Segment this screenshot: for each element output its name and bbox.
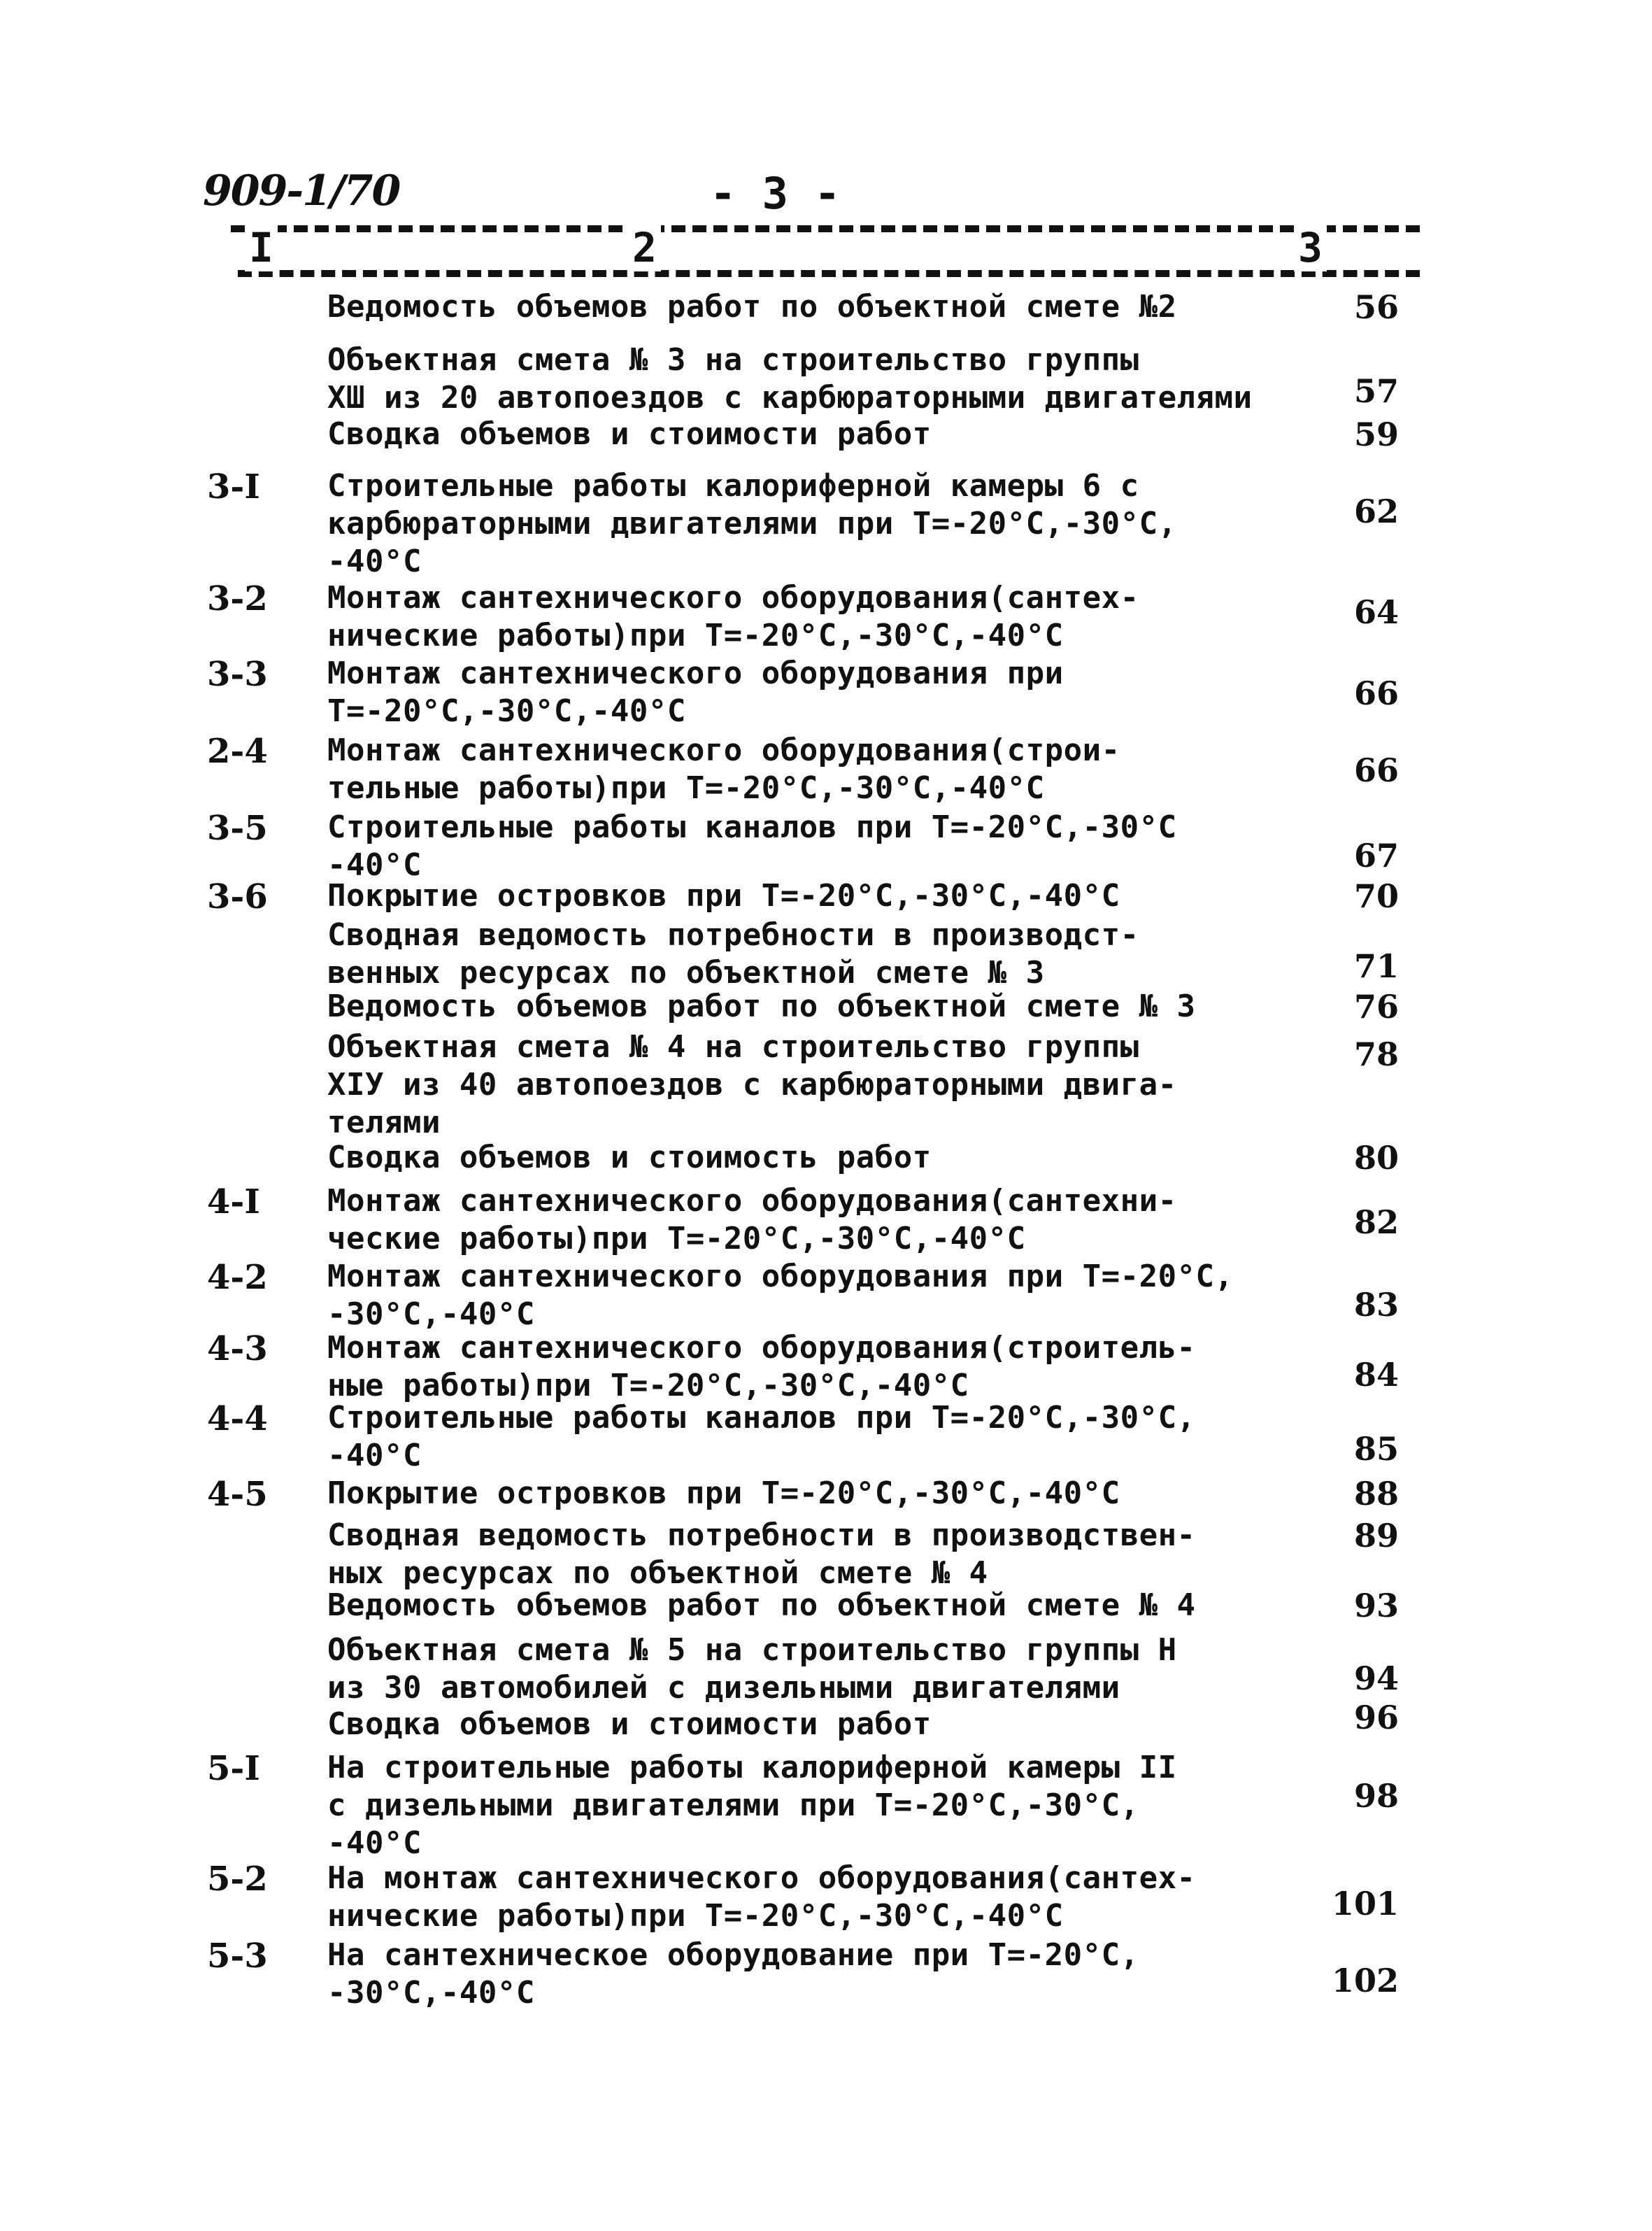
entry-page: 66: [1353, 751, 1399, 789]
document-code: 909-1/70: [203, 167, 400, 215]
entry-number: 3-6: [207, 877, 268, 916]
entry-number: 4-I: [207, 1182, 260, 1221]
entry-page: 56: [1353, 288, 1399, 326]
entry-title: Покрытие островков при Т=-20°С,-30°С,-40°С: [327, 1475, 1120, 1511]
entry-page: 62: [1353, 493, 1399, 530]
entry-page: 84: [1353, 1356, 1399, 1394]
entry-title: На строительные работы калориферной камеры II с дизельными двигателями при Т=-20°С,-30°С, -40°С: [327, 1750, 1177, 1861]
entry-title: Ведомость объемов работ по объектной смете № 4: [327, 1587, 1196, 1623]
entry-title: На сантехническое оборудование при Т=-20°С, -30°С,-40°С: [327, 1937, 1139, 2011]
entry-page: 70: [1353, 877, 1399, 915]
entry-number: 3-I: [207, 467, 260, 507]
entry-title: Монтаж сантехнического оборудования при Т=-20°С, -30°С,-40°С: [327, 1259, 1234, 1332]
entry-number: 2-4: [207, 732, 268, 771]
entry-page: 101: [1331, 1885, 1399, 1922]
column-header-number: I: [245, 224, 278, 271]
entry-page: 57: [1353, 372, 1399, 410]
header-top-rule: [231, 225, 1420, 232]
entry-title: Объектная смета № 3 на строительство группы XШ из 20 автопоездов с карбюраторными двигателями: [327, 342, 1253, 416]
column-header-title: 2: [628, 224, 661, 271]
entry-page: 64: [1353, 593, 1399, 631]
entry-title: Монтаж сантехнического оборудования(сантехни- ческие работы)при Т=-20°С,-30°С,-40°С: [327, 1183, 1177, 1256]
entry-page: 59: [1353, 416, 1399, 453]
entry-page: 78: [1353, 1035, 1399, 1073]
entry-title: Сводка объемов и стоимости работ: [327, 416, 932, 452]
entry-title: Строительные работы каналов при Т=-20°С,-30°С -40°С: [327, 809, 1177, 883]
entry-page: 94: [1353, 1659, 1399, 1697]
entry-number: 3-2: [207, 579, 268, 618]
entry-number: 5-2: [207, 1860, 268, 1899]
page-number: - 3 -: [710, 168, 841, 219]
entry-number: 4-5: [207, 1475, 268, 1514]
entry-title: Строительные работы калориферной камеры 6 с карбюраторными двигателями при Т=-20°С,-30°С, -40°С: [327, 468, 1177, 579]
entry-page: 96: [1353, 1699, 1399, 1736]
entry-title: Монтаж сантехнического оборудования(строи- тельные работы)при Т=-20°С,-30°С,-40°С: [327, 732, 1120, 806]
entry-page: 98: [1353, 1777, 1399, 1815]
entry-number: 5-3: [207, 1936, 268, 1976]
header-bottom-rule: [238, 270, 1420, 277]
entry-page: 89: [1353, 1517, 1399, 1554]
entry-title: Сводная ведомость потребности в производствен- ных ресурсах по объектной смете № 4: [327, 1517, 1196, 1591]
entry-title: На монтаж сантехнического оборудования(сантех- нические работы)при Т=-20°С,-30°С,-40°С: [327, 1860, 1196, 1934]
entry-page: 66: [1353, 674, 1399, 712]
entry-number: 3-3: [207, 655, 268, 694]
column-header-page: 3: [1294, 224, 1327, 271]
entry-page: 102: [1331, 1962, 1399, 1999]
entry-number: 5-I: [207, 1749, 260, 1788]
entry-page: 82: [1353, 1203, 1399, 1241]
entry-title: Сводная ведомость потребности в производст- венных ресурсах по объектной смете № 3: [327, 917, 1139, 991]
entry-number: 3-5: [207, 809, 268, 848]
entry-page: 83: [1353, 1286, 1399, 1324]
entry-title: Ведомость объемов работ по объектной смете №2: [327, 289, 1177, 325]
entry-number: 4-2: [207, 1258, 268, 1297]
entry-page: 80: [1353, 1139, 1399, 1177]
entry-title: Объектная смета № 5 на строительство группы Н из 30 автомобилей с дизельными двигателями: [327, 1632, 1177, 1706]
entry-page: 93: [1353, 1587, 1399, 1624]
entry-title: Сводка объемов и стоимость работ: [327, 1140, 932, 1175]
entry-number: 4-4: [207, 1399, 268, 1438]
entry-page: 85: [1353, 1430, 1399, 1468]
entry-title: Покрытие островков при Т=-20°С,-30°С,-40°С: [327, 878, 1120, 914]
entry-page: 71: [1353, 947, 1399, 985]
entry-title: Строительные работы каналов при Т=-20°С,-30°С, -40°С: [327, 1400, 1196, 1473]
entry-page: 76: [1353, 988, 1399, 1026]
entry-title: Монтаж сантехнического оборудования при Т=-20°С,-30°С,-40°С: [327, 656, 1064, 729]
entry-page: 67: [1353, 837, 1399, 874]
entry-title: Монтаж сантехнического оборудования(строитель- ные работы)при Т=-20°С,-30°С,-40°С: [327, 1330, 1196, 1403]
entry-title: Монтаж сантехнического оборудования(сантех- нические работы)при Т=-20°С,-30°С,-40°С: [327, 580, 1139, 653]
entry-title: Сводка объемов и стоимости работ: [327, 1706, 932, 1742]
entry-title: Объектная смета № 4 на строительство группы XIУ из 40 автопоездов с карбюраторными двига- телями: [327, 1029, 1177, 1140]
entry-title: Ведомость объемов работ по объектной смете № 3: [327, 989, 1196, 1024]
entry-number: 4-3: [207, 1329, 268, 1368]
entry-page: 88: [1353, 1475, 1399, 1513]
